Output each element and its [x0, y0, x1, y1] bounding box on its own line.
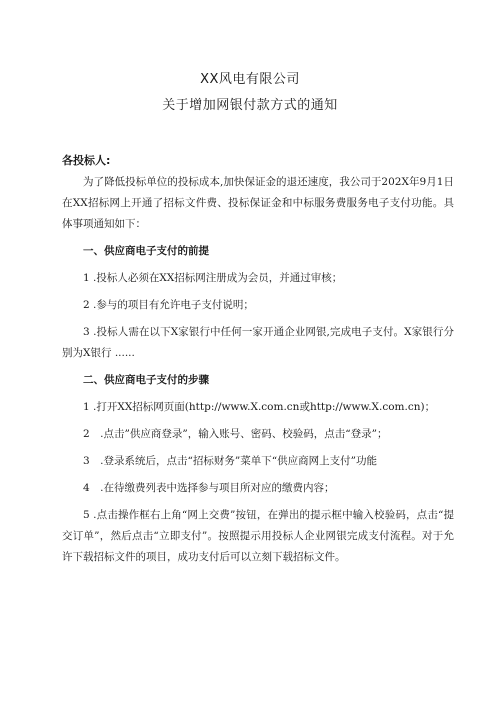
company-name: XX风电有限公司: [200, 72, 300, 87]
section1-item: 3 .投标人需在以下X家银行中任何一家开通企业网银,完成电子支付。X家银行分别为X银行 ......: [62, 326, 454, 359]
section2-item: 5 .点击操作框右上角“网上交费”按钮，在弹出的提示框中输入校验码，点击“提交订单”，然后点击“立即支付”。按照提示用投标人企业网银完成支付流程。对于允许下载招标文件的项目，成功支付后可以立刻下载招标文件。: [62, 509, 454, 563]
salutation: 各投标人:: [62, 154, 111, 167]
section2-item: 4 .在待缴费列表中选择参与项目所对应的缴费内容；: [83, 482, 335, 494]
section1-item: 2 .参与的项目有允许电子支付说明；: [83, 299, 254, 311]
section2-heading: 二、供应商电子支付的步骤: [83, 374, 209, 386]
section1-item: 1 .投标人必须在XX招标网注册成为会员，并通过审核；: [83, 272, 343, 284]
section2-item: 1 .打开XX招标网页面(http://www.X.com.cn或http://www.X.com.cn)；: [83, 401, 436, 413]
document-body: [62, 172, 454, 574]
notice-title: 关于增加网银付款方式的通知: [162, 98, 338, 113]
intro-paragraph: 为了降低投标单位的投标成本,加快保证金的退还速度，我公司于202X年9月1日在XX招标网上开通了招标文件费、投标保证金和中标服务费服务电子支付功能。具体事项通知如下：: [62, 176, 454, 230]
section2-item: 3 .登录系统后，点击“招标财务”菜单下“供应商网上支付”功能: [83, 455, 377, 467]
section1-heading: 一、供应商电子支付的前提: [83, 245, 209, 257]
section2-item: 2 .点击”供应商登录”，输入账号、密码、校验码，点击“登录”；: [83, 428, 388, 440]
